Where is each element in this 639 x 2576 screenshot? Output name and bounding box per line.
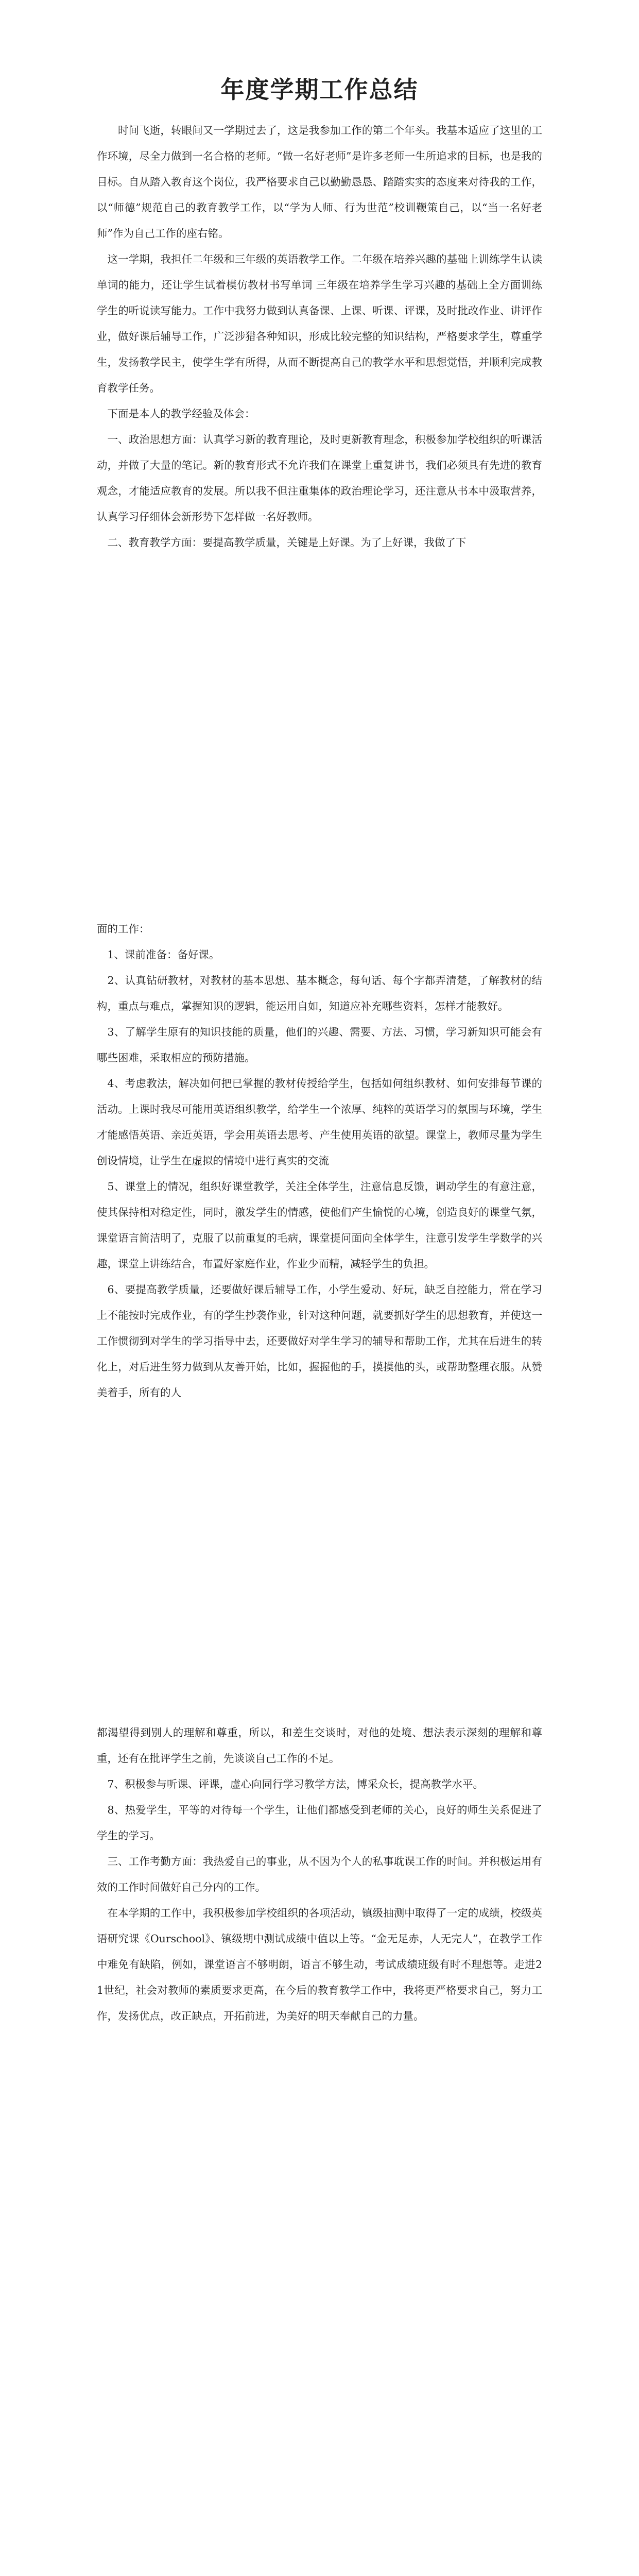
paragraph-intro: 时间飞逝，转眼间又一学期过去了，这是我参加工作的第二个年头。我基本适应了这里的工作环境，尽全力做到一名合格的老师。“做一名好老师”是许多老师一生所追求的目标，也是我的目标。自从踏入教育这个岗位，我严格要求自己以勤勤恳恳、踏踏实实的态度来对待我的工作，以“师德”规范自己的教育教学工作，以“学为人师、行为世范”校训鞭策自己，以“当一名好老师”作为自己工作的座右铭。 — [97, 124, 542, 240]
document-title: 年度学期工作总结 — [220, 76, 419, 104]
paragraph-section-attendance: 三、工作考勤方面：我热爱自己的事业，从不因为个人的私事耽误工作的时间。并积极运用有效的工作时间做好自己分内的工作。 — [97, 1855, 542, 1893]
text-block-1 — [97, 117, 542, 555]
list-item-1: 1、课前准备：备好课。 — [107, 948, 220, 961]
paragraph-experience-heading: 下面是本人的教学经验及体会： — [107, 408, 255, 420]
paragraph-teaching-duties: 这一学期，我担任二年级和三年级的英语教学工作。二年级在培养兴趣的基础上训练学生认读单词的能力，还让学生试着模仿教材书写单词 三年级在培养学生学习兴趣的基础上全方面训练学生的听说读写能力。工作中我努力做到认真备课、上课、听课、评课，及时批改作业、讲评作业，做好课后辅导工作，广泛涉猎各种知识，形成比较完整的知识结构，严格要求学生，尊重学生，发扬教学民主，使学生学有所得，从而不断提高自己的教学水平和思想觉悟，并顺利完成教育教学任务。 — [97, 253, 542, 394]
list-item-8: 8、热爱学生，平等的对待每一个学生，让他们都感受到老师的关心，良好的师生关系促进了学生的学习。 — [97, 1804, 542, 1842]
text-block-2 — [97, 916, 542, 1405]
paragraph-section-political: 一、政治思想方面：认真学习新的教育理论，及时更新教育理念，积极参加学校组织的听课活动，并做了大量的笔记。新的教育形式不允许我们在课堂上重复讲书，我们必须具有先进的教育观念，才能适应教育的发展。所以我不但注重集体的政治理论学习，还注意从书本中汲取营养，认真学习仔细体会新形势下怎样做一名好教师。 — [97, 433, 542, 523]
list-item-6: 6、要提高教学质量，还要做好课后辅导工作，小学生爱动、好玩，缺乏自控能力，常在学习上不能按时完成作业，有的学生抄袭作业，针对这种问题，就要抓好学生的思想教育，并使这一工作惯彻到对学生的学习指导中去，还要做好对学生学习的辅导和帮助工作，尤其在后进生的转化上，对后进生努力做到从友善开始，比如，握握他的手，摸摸他的头，或帮助整理衣服。从赞美着手，所有的人 — [97, 1283, 542, 1399]
list-item-7: 7、积极参与听课、评课，虚心向同行学习教学方法，博采众长，提高教学水平。 — [107, 1778, 484, 1790]
list-item-3: 3、了解学生原有的知识技能的质量，他们的兴趣、需要、方法、习惯，学习新知识可能会有哪些困难，采取相应的预防措施。 — [97, 1026, 542, 1064]
paragraph-continuation: 面的工作： — [97, 923, 150, 935]
text-block-3 — [97, 1720, 542, 2029]
paragraph-conclusion: 在本学期的工作中，我积极参加学校组织的各项活动，镇级抽测中取得了一定的成绩，校级英语研究课《Ourschool》、镇级期中测试成绩中值以上等。“金无足赤，人无完人”，在教学工作中难免有缺陷，例如，课堂语言不够明朗，语言不够生动，考试成绩班级有时不理想等。走进21世纪，社会对教师的素质要求更高，在今后的教育教学工作中，我将更严格要求自己，努力工作，发扬优点，改正缺点，开拓前进，为美好的明天奉献自己的力量。 — [97, 1907, 542, 2022]
paragraph-section-teaching: 二、教育教学方面：要提高教学质量，关键是上好课。为了上好课，我做了下 — [107, 536, 467, 549]
paragraph-continuation-2: 都渴望得到别人的理解和尊重，所以，和差生交谈时，对他的处境、想法表示深刻的理解和尊重，还有在批评学生之前，先谈谈自己工作的不足。 — [97, 1726, 542, 1765]
list-item-4: 4、考虑教法，解决如何把已掌握的教材传授给学生，包括如何组织教材、如何安排每节课的活动。上课时我尽可能用英语组织教学，给学生一个浓厚、纯粹的英语学习的氛围与环境，学生才能感悟英语、亲近英语，学会用英语去思考、产生使用英语的欲望。课堂上，教师尽量为学生创设情境，让学生在虚拟的情境中进行真实的交流 — [97, 1077, 542, 1167]
list-item-2: 2、认真钻研教材，对教材的基本思想、基本概念，每句话、每个字都弄清楚，了解教材的结构，重点与难点，掌握知识的逻辑，能运用自如，知道应补充哪些资料，怎样才能教好。 — [97, 974, 542, 1012]
list-item-5: 5、课堂上的情况，组织好课堂教学，关注全体学生，注意信息反馈，调动学生的有意注意，使其保持相对稳定性，同时，激发学生的情感，使他们产生愉悦的心境，创造良好的课堂气氛，课堂语言简洁明了，克服了以前重复的毛病，课堂提问面向全体学生，注意引发学生学数学的兴趣，课堂上讲练结合，布置好家庭作业，作业少而精，减轻学生的负担。 — [97, 1180, 542, 1270]
